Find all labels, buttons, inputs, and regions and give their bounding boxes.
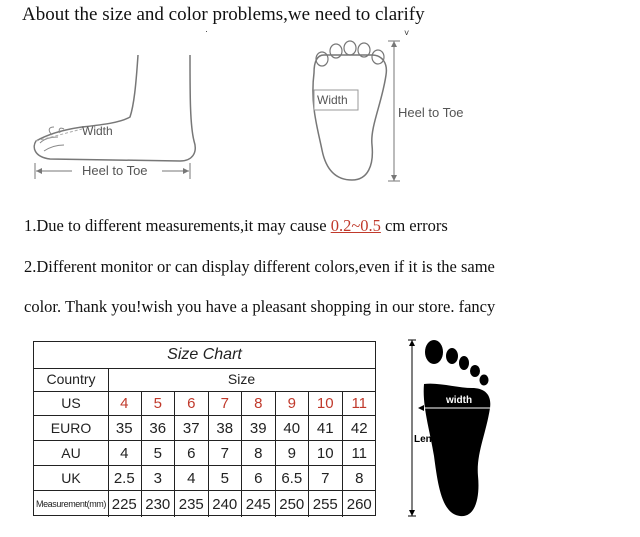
note-measurement-prefix: 1.Due to different measurements,it may cause [24, 216, 331, 235]
size-chart-cell: 35 [108, 416, 142, 440]
size-chart-row [34, 466, 375, 491]
size-chart-cell: 39 [242, 416, 276, 440]
silhouette-width-label: width [446, 395, 473, 406]
note-measurement-suffix: cm errors [380, 216, 448, 235]
size-chart-cell: 5 [209, 466, 243, 490]
size-chart-cell: 9 [276, 441, 310, 465]
size-chart-cell: 230 [142, 491, 176, 517]
size-chart-cell: 10 [309, 391, 343, 415]
size-chart-row [34, 491, 375, 517]
size-chart-cell: 7 [209, 391, 243, 415]
side-foot-diagram [30, 45, 220, 195]
size-chart-cell: 4 [108, 441, 142, 465]
size-chart-cell: 225 [108, 491, 142, 517]
size-chart-row [34, 441, 375, 466]
size-chart-cell: 10 [309, 441, 343, 465]
marker-tick: · [205, 26, 208, 36]
top-length-label: Heel to Toe [398, 105, 464, 120]
size-chart-cell: 6 [242, 466, 276, 490]
size-chart-cell: 240 [209, 491, 243, 517]
error-range-highlight: 0.2~0.5 [330, 216, 381, 235]
size-header: Size [227, 371, 256, 387]
note-thank-you: color. Thank you!wish you have a pleasant shopping in our store. fancy [24, 297, 496, 316]
page-heading: About the size and color problems,we need to clarify [22, 4, 425, 25]
size-chart-cell: 8 [242, 391, 276, 415]
size-chart-cell: 37 [175, 416, 209, 440]
size-chart-table [33, 341, 376, 516]
size-chart-row-label: US [34, 391, 109, 415]
size-chart-cell: 6 [175, 391, 209, 415]
size-chart-cell: 2.5 [108, 466, 142, 490]
foot-silhouette-diagram [402, 336, 512, 528]
size-chart-cell: 235 [175, 491, 209, 517]
size-chart-title: Size Chart [34, 342, 375, 369]
size-chart-cell: 5 [142, 391, 176, 415]
size-chart-cell: 7 [209, 441, 243, 465]
size-chart-cell: 255 [309, 491, 343, 517]
size-chart-cell: 7 [309, 466, 343, 490]
size-chart-row [34, 391, 375, 416]
marker-tick: ˅ [404, 28, 410, 38]
side-width-label: Width [82, 124, 113, 138]
side-length-label: Heel to Toe [82, 163, 148, 178]
size-chart-cell: 4 [108, 391, 142, 415]
size-chart-cell: 5 [142, 441, 176, 465]
note-monitor-color: 2.Different monitor or can display different colors,even if it is the same [24, 257, 495, 276]
note-measurement [24, 216, 448, 236]
size-chart-cell: 8 [355, 469, 364, 487]
top-foot-diagram [300, 35, 480, 190]
size-chart-row-label: UK [34, 466, 109, 490]
size-chart-cell: 6.5 [276, 466, 310, 490]
size-chart-cell: 260 [346, 495, 372, 513]
country-header: Country [34, 368, 109, 391]
top-width-label: Width [317, 93, 348, 107]
size-chart-cell: 6 [175, 441, 209, 465]
size-chart-row-label: EURO [34, 416, 109, 440]
size-chart-cell: 8 [242, 441, 276, 465]
size-chart-cell: 9 [276, 391, 310, 415]
size-chart-row-label: Measurement(mm) [34, 491, 109, 517]
size-chart-row-label: AU [34, 441, 109, 465]
size-chart-cell: 36 [142, 416, 176, 440]
size-chart-cell: 41 [309, 416, 343, 440]
size-chart-cell: 4 [175, 466, 209, 490]
size-chart-cell: 3 [142, 466, 176, 490]
silhouette-length-label: Length [414, 434, 448, 445]
size-chart-cell: 11 [351, 444, 368, 462]
size-chart-row [34, 416, 375, 441]
size-chart-cell: 250 [276, 491, 310, 517]
size-chart-cell: 40 [276, 416, 310, 440]
size-chart-cell: 245 [242, 491, 276, 517]
size-chart-header-row [34, 368, 375, 392]
size-chart-cell: 11 [351, 394, 368, 412]
size-chart-cell: 42 [350, 419, 368, 437]
size-chart-cell: 38 [209, 416, 243, 440]
